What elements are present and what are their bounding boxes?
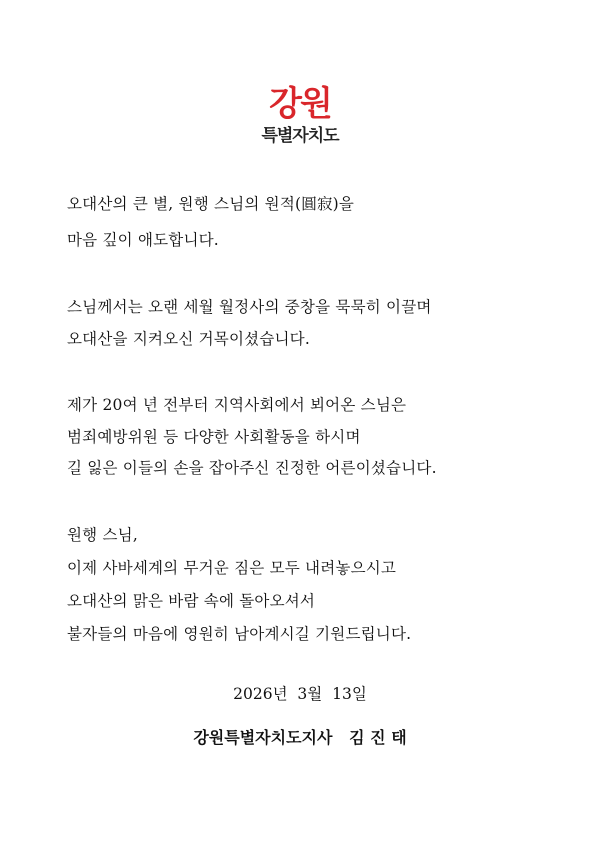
logo-main-text: 강원 (269, 84, 331, 124)
paragraph-3-line-2: 범죄예방위원 등 다양한 사회활동을 하시며 (67, 428, 361, 446)
signature: 강원특별자치도지사 김 진 태 (193, 728, 407, 747)
paragraph-4-line-1: 원행 스님, (67, 526, 138, 544)
paragraph-4-line-2: 이제 사바세계의 무거운 짐은 모두 내려놓으시고 (67, 559, 397, 577)
paragraph-4-line-3: 오대산의 맑은 바람 속에 돌아오셔서 (67, 592, 316, 610)
paragraph-2-line-2: 오대산을 지켜오신 거목이셨습니다. (67, 330, 310, 348)
paragraph-2-line-1: 스님께서는 오랜 세월 월정사의 중창을 묵묵히 이끌며 (67, 298, 432, 316)
paragraph-3-line-3: 길 잃은 이들의 손을 잡아주신 진정한 어른이셨습니다. (67, 459, 437, 477)
document-date: 2026년 3월 13일 (233, 685, 367, 703)
paragraph-1-line-2: 마음 깊이 애도합니다. (67, 231, 219, 249)
gangwon-logo (241, 82, 359, 164)
paragraph-1-line-1: 오대산의 큰 별, 원행 스님의 원적(圓寂)을 (67, 195, 355, 213)
paragraph-4-line-4: 불자들의 마음에 영원히 남아계시길 기원드립니다. (67, 625, 412, 643)
logo-sub-text: 특별자치도 (261, 126, 339, 146)
paragraph-3-line-1: 제가 20여 년 전부터 지역사회에서 뵈어온 스님은 (67, 396, 407, 414)
